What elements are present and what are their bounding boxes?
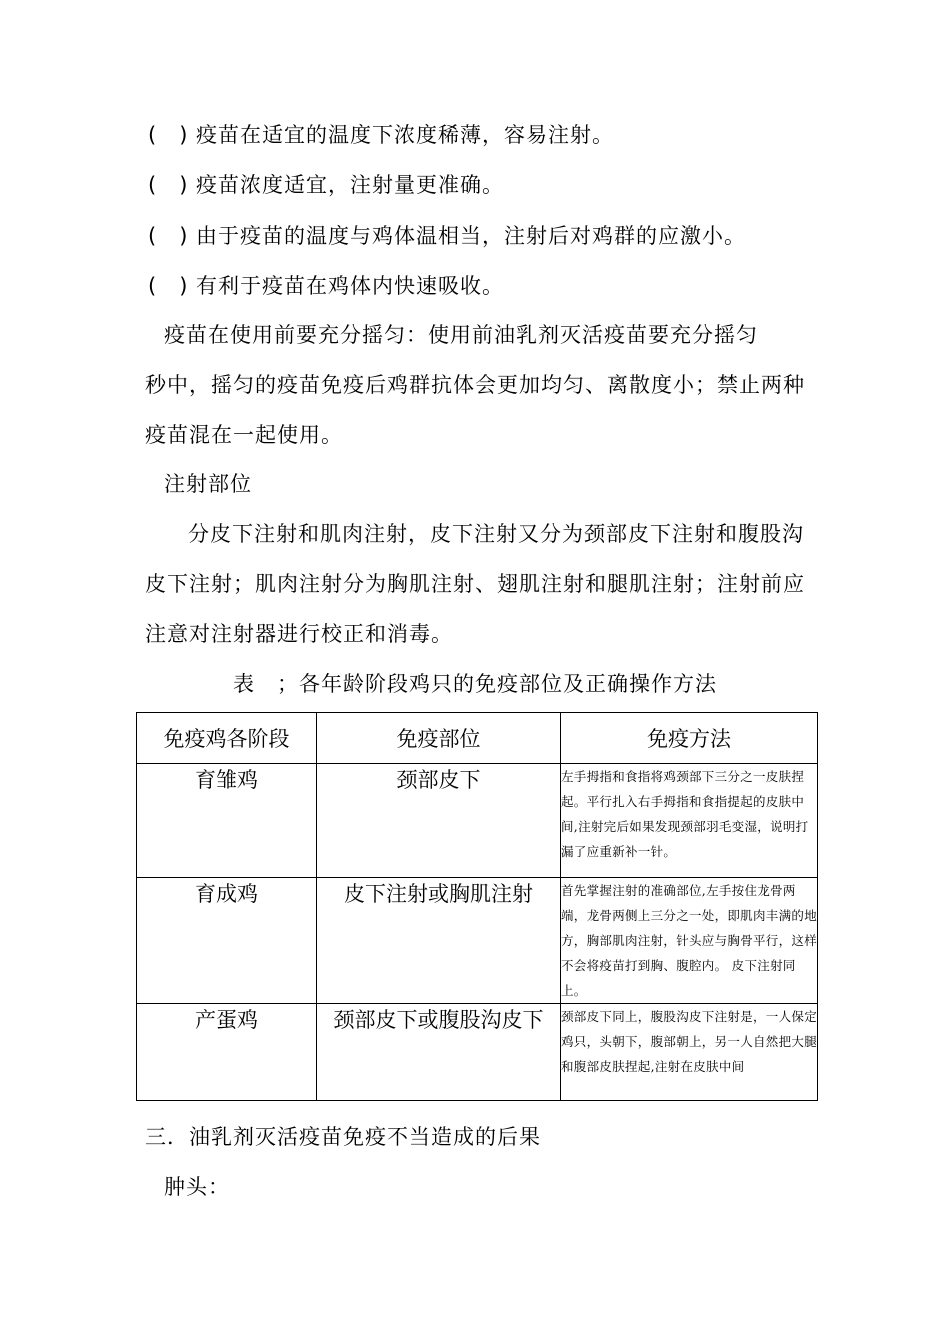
paragraph-shake-line-2: 秒中，摇匀的疫苗免疫后鸡群抗体会更加均匀、离散度小；禁止两种 — [145, 373, 805, 397]
table-row — [137, 1004, 818, 1101]
paragraph-shake-line-3: 疫苗混在一起使用。 — [145, 423, 343, 447]
header-stage: 免疫鸡各阶段 — [137, 713, 317, 764]
section-heading-injection-site: 注射部位 — [164, 472, 252, 496]
paragraph-injection-line-3: 注意对注射器进行校正和消毒。 — [145, 622, 453, 646]
option-line-3: ( ) 由于疫苗的温度与鸡体温相当，注射后对鸡群的应激小。 — [148, 224, 747, 248]
vaccination-table — [136, 712, 818, 1101]
table-row — [137, 764, 818, 878]
paragraph-injection-line-2: 皮下注射；肌肉注射分为胸肌注射、翅肌注射和腿肌注射；注射前应 — [145, 572, 805, 596]
section-heading-consequences: 三．油乳剂灭活疫苗免疫不当造成的后果 — [145, 1125, 541, 1149]
paragraph-injection-line-1: 分皮下注射和肌肉注射，皮下注射又分为颈部皮下注射和腹股沟 — [188, 522, 804, 546]
cell-stage: 产蛋鸡 — [137, 1004, 317, 1101]
cell-site: 皮下注射或胸肌注射 — [317, 878, 561, 1004]
option-line-4: ( ) 有利于疫苗在鸡体内快速吸收。 — [148, 274, 505, 298]
cell-site: 颈部皮下或腹股沟皮下 — [317, 1004, 561, 1101]
cell-method: 左手拇指和食指将鸡颈部下三分之一皮肤捏起。平行扎入右手拇指和食指提起的皮肤中间,注射完后如果发现颈部羽毛变湿，说明打漏了应重新补一针。 — [561, 764, 818, 878]
table-caption: 表 ；各年龄阶段鸡只的免疫部位及正确操作方法 — [233, 672, 717, 696]
cell-method: 首先掌握注射的准确部位,左手按住龙骨两端，龙骨两侧上三分之一处，即肌肉丰满的地方，胸部肌肉注射，针头应与胸骨平行，这样不会将疫苗打到胸、腹腔内。 皮下注射同上。 — [561, 878, 818, 1004]
cell-method: 颈部皮下同上，腹股沟皮下注射是，一人保定鸡只，头朝下，腹部朝上，另一人自然把大腿和腹部皮肤捏起,注射在皮肤中间 — [561, 1004, 818, 1101]
table-header-row — [137, 713, 818, 764]
cell-stage: 育雏鸡 — [137, 764, 317, 878]
table-row — [137, 878, 818, 1004]
header-method: 免疫方法 — [561, 713, 818, 764]
cell-site: 颈部皮下 — [317, 764, 561, 878]
header-site: 免疫部位 — [317, 713, 561, 764]
option-line-1: ( ) 疫苗在适宜的温度下浓度稀薄，容易注射。 — [148, 123, 615, 147]
paragraph-shake-line-1: 疫苗在使用前要充分摇匀：使用前油乳剂灭活疫苗要充分摇匀 — [164, 323, 758, 347]
cell-stage: 育成鸡 — [137, 878, 317, 1004]
subheading-swollen-head: 肿头： — [164, 1175, 230, 1199]
option-line-2: ( ) 疫苗浓度适宜，注射量更准确。 — [148, 173, 505, 197]
